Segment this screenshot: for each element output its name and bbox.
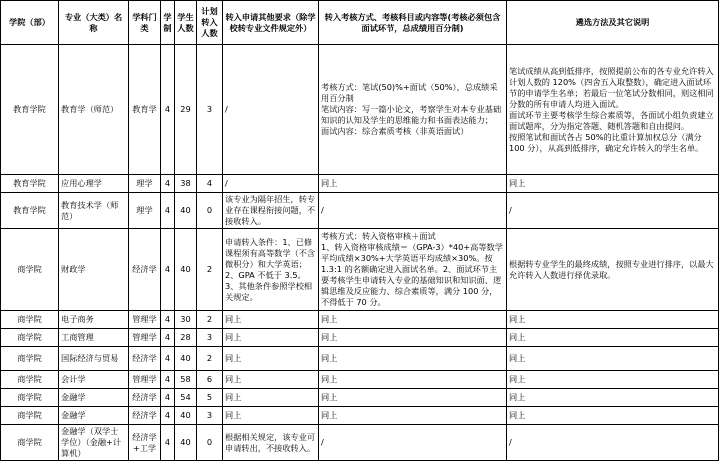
cell-system: 4 [161, 329, 175, 347]
cell-assessment: 同上 [319, 407, 507, 425]
cell-major: 教育学（师范） [59, 45, 129, 175]
cell-system: 4 [161, 175, 175, 193]
cell-college: 商学院 [1, 329, 59, 347]
cell-system: 4 [161, 193, 175, 229]
cell-major: 教育技术学（师范） [59, 193, 129, 229]
cell-selection: / [507, 193, 719, 229]
header-selection: 遴选方法及其它说明 [507, 1, 719, 45]
cell-college: 商学院 [1, 425, 59, 461]
cell-discipline: 经济学 [129, 229, 161, 311]
cell-students: 30 [175, 311, 197, 329]
cell-major: 国际经济与贸易 [59, 347, 129, 371]
cell-assessment: 同上 [319, 389, 507, 407]
cell-college: 商学院 [1, 389, 59, 407]
cell-requirements: 同上 [223, 389, 319, 407]
cell-assessment: 同上 [319, 175, 507, 193]
header-discipline: 学科门类 [129, 1, 161, 45]
cell-major: 电子商务 [59, 311, 129, 329]
cell-requirements: / [223, 45, 319, 175]
cell-requirements: 申请转入条件：1、已修课程须有高等数学（不含微积分）和大学英语；2、GPA 不低于 3.5。3、其他条件参照学校相关规定。 [223, 229, 319, 311]
cell-students: 40 [175, 229, 197, 311]
cell-discipline: 理学 [129, 175, 161, 193]
cell-plan: 6 [197, 371, 223, 389]
cell-assessment: / [319, 425, 507, 461]
cell-discipline: 经济学 [129, 347, 161, 371]
cell-plan: 2 [197, 229, 223, 311]
cell-students: 58 [175, 371, 197, 389]
cell-assessment: / [319, 193, 507, 229]
table-row [1, 229, 719, 311]
cell-selection: 笔试成绩从高到低排序，按照提前公布的各专业允许转入计划人数的 120%（四舍五入取整数），确定进入面试环节的申请学生名单；若最后一位笔试分数相同，则这相同分数的所有申请人均进入面试。 面试环节主要考核学生综合素质等，各面试小组负责建立面试题库，分为指定答题、随机答题和自由提问。 按照笔试和面试各占 50%的比重计算加权总分（满分 100 分），从高到低排序，确定允许转入的学生名单。 [507, 45, 719, 175]
cell-college: 教育学院 [1, 45, 59, 175]
table-row [1, 371, 719, 389]
cell-system: 4 [161, 425, 175, 461]
cell-discipline: 经济学 [129, 407, 161, 425]
cell-assessment: 考核方式：转入资格审核＋面试 1、转入资格审核成绩＝（GPA-3）*40+高等数学平均成绩×30%+大学英语平均成绩×30%。按 1.3:1 的名额确定进入面试名单。2、面试环节主要考核学生申请转入专业的基础知识和知识面、逻辑思维及反应能力、综合素质等，满分 100 分，不得低于 70 分。 [319, 229, 507, 311]
cell-students: 54 [175, 389, 197, 407]
table-row [1, 347, 719, 371]
cell-system: 4 [161, 371, 175, 389]
cell-requirements: 同上 [223, 347, 319, 371]
cell-plan: 5 [197, 389, 223, 407]
cell-major: 应用心理学 [59, 175, 129, 193]
cell-system: 4 [161, 407, 175, 425]
cell-requirements: 同上 [223, 371, 319, 389]
cell-students: 40 [175, 425, 197, 461]
cell-selection: 同上 [507, 371, 719, 389]
cell-plan: 3 [197, 329, 223, 347]
header-assessment: 转入考核方式、考核科目或内容等(考核必须包含面试环节，总成绩用百分制) [319, 1, 507, 45]
table-row [1, 45, 719, 175]
cell-discipline: 管理学 [129, 311, 161, 329]
cell-major: 会计学 [59, 371, 129, 389]
header-row [1, 1, 719, 45]
cell-students: 40 [175, 407, 197, 425]
cell-students: 28 [175, 329, 197, 347]
cell-selection: 同上 [507, 389, 719, 407]
cell-requirements: 同上 [223, 407, 319, 425]
cell-major: 金融学 [59, 389, 129, 407]
cell-selection: 同上 [507, 311, 719, 329]
cell-assessment: 同上 [319, 347, 507, 371]
header-major: 专业（大类）名称 [59, 1, 129, 45]
cell-major: 金融学（双学士学位）（金融+计算机） [59, 425, 129, 461]
cell-plan: 0 [197, 193, 223, 229]
table-row [1, 389, 719, 407]
cell-major: 财政学 [59, 229, 129, 311]
cell-students: 29 [175, 45, 197, 175]
cell-system: 4 [161, 45, 175, 175]
header-plan: 计划转入人数 [197, 1, 223, 45]
cell-requirements: 根据相关规定，该专业可申请转出，不接收转入。 [223, 425, 319, 461]
cell-college: 商学院 [1, 229, 59, 311]
cell-college: 商学院 [1, 311, 59, 329]
cell-discipline: 经济学+工学 [129, 425, 161, 461]
cell-discipline: 管理学 [129, 329, 161, 347]
cell-system: 4 [161, 347, 175, 371]
cell-plan: 0 [197, 425, 223, 461]
cell-selection: 同上 [507, 175, 719, 193]
cell-college: 教育学院 [1, 193, 59, 229]
cell-requirements: 同上 [223, 329, 319, 347]
cell-plan: 3 [197, 407, 223, 425]
cell-assessment: 同上 [319, 311, 507, 329]
cell-students: 40 [175, 193, 197, 229]
cell-discipline: 理学 [129, 193, 161, 229]
cell-college: 商学院 [1, 347, 59, 371]
cell-plan: 2 [197, 311, 223, 329]
cell-discipline: 教育学 [129, 45, 161, 175]
cell-requirements: 同上 [223, 311, 319, 329]
table-row [1, 407, 719, 425]
cell-plan: 2 [197, 347, 223, 371]
cell-college: 商学院 [1, 371, 59, 389]
cell-plan: 3 [197, 45, 223, 175]
header-system: 学制 [161, 1, 175, 45]
cell-assessment: 考核方式：笔试(50)%+面试（50%），总成绩采用百分制 笔试内容：写一篇小论文，考察学生对本专业基础知识的认知及学生的思维能力和书面表达能力； 面试内容：综合素质考核（非英语面试） [319, 45, 507, 175]
cell-requirements: 该专业为隔年招生，转专业存在课程衔接问题，不接收转入。 [223, 193, 319, 229]
cell-students: 38 [175, 175, 197, 193]
cell-discipline: 管理学 [129, 371, 161, 389]
header-requirements: 转入申请其他要求（除学校转专业文件规定外） [223, 1, 319, 45]
cell-selection: 同上 [507, 347, 719, 371]
cell-college: 教育学院 [1, 175, 59, 193]
cell-major: 工商管理 [59, 329, 129, 347]
cell-assessment: 同上 [319, 329, 507, 347]
cell-system: 4 [161, 311, 175, 329]
cell-system: 4 [161, 229, 175, 311]
table-row [1, 311, 719, 329]
table-row [1, 425, 719, 461]
table-row [1, 175, 719, 193]
cell-selection: 根据转专业学生的最终成绩，按照专业进行排序，以最大允许转入人数进行择优录取。 [507, 229, 719, 311]
cell-major: 金融学 [59, 407, 129, 425]
table-row [1, 329, 719, 347]
cell-selection: 同上 [507, 407, 719, 425]
cell-discipline: 经济学 [129, 389, 161, 407]
cell-college: 商学院 [1, 407, 59, 425]
cell-plan: 4 [197, 175, 223, 193]
table-row [1, 193, 719, 229]
cell-system: 4 [161, 389, 175, 407]
cell-requirements: / [223, 175, 319, 193]
cell-assessment: 同上 [319, 371, 507, 389]
cell-selection: / [507, 425, 719, 461]
header-students: 学生人数 [175, 1, 197, 45]
cell-students: 40 [175, 347, 197, 371]
cell-selection: 同上 [507, 329, 719, 347]
header-college: 学院（部） [1, 1, 59, 45]
